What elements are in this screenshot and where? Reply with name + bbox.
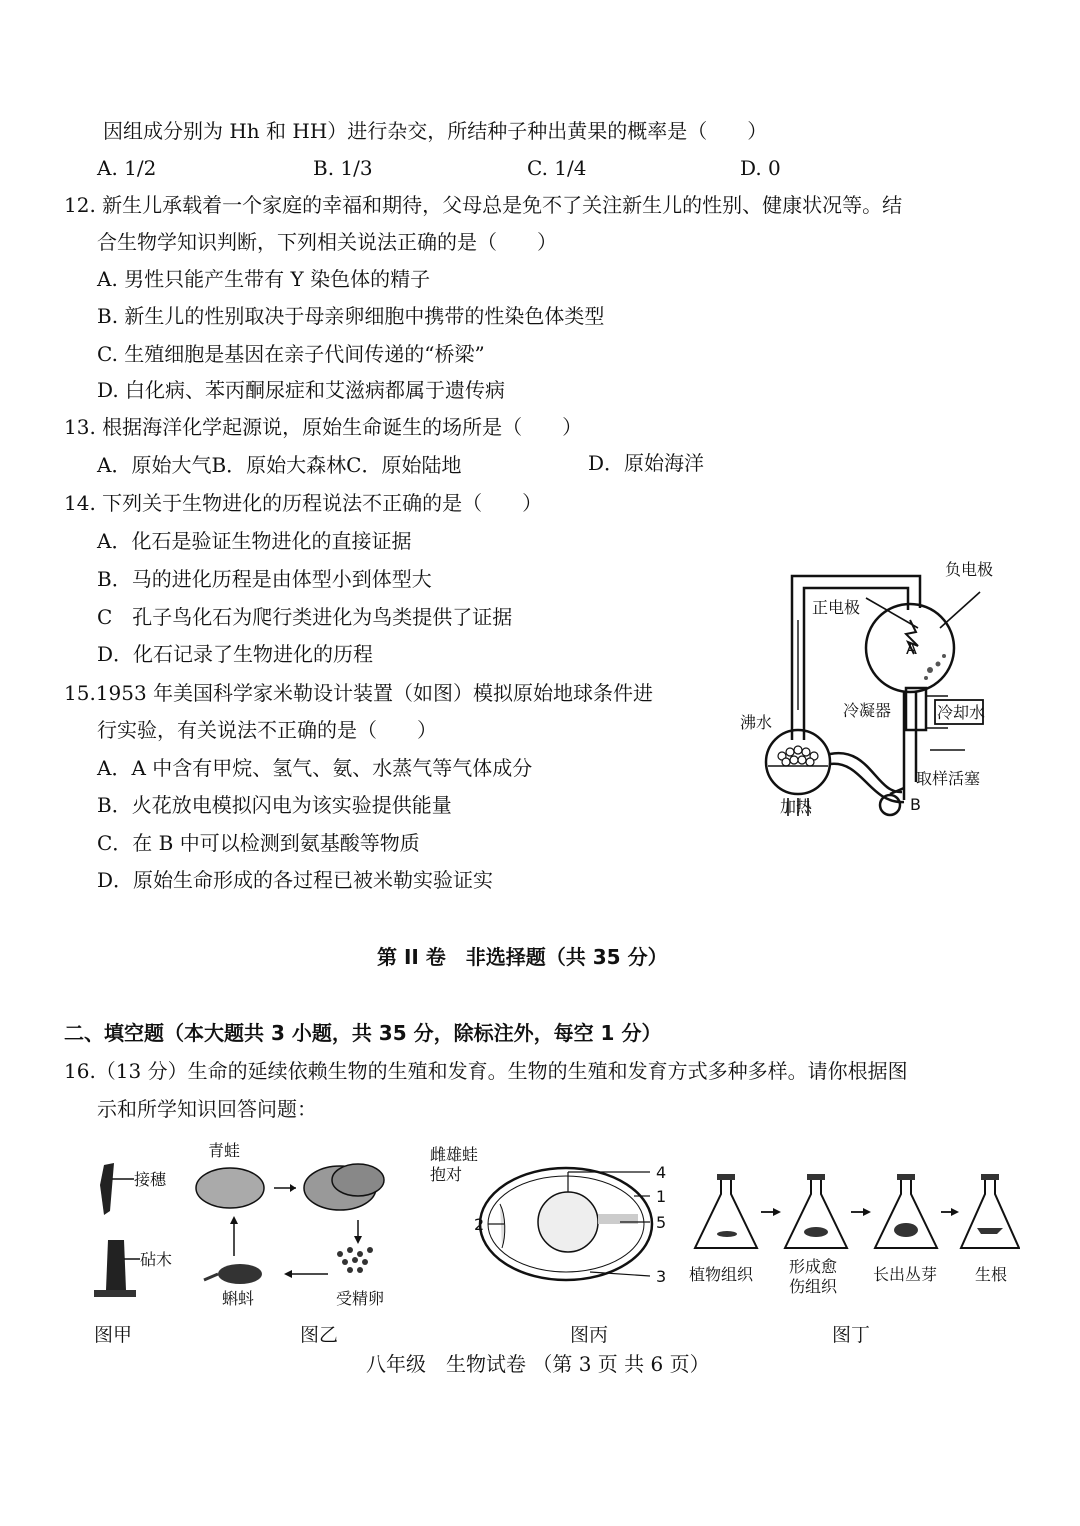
figure-yi-caption: 图乙 (300, 1324, 339, 1346)
egg-part-5-label: 5 (656, 1213, 667, 1232)
egg-part-1-label: 1 (656, 1187, 667, 1206)
q12-stem-line2: 合生物学知识判断，下列相关说法正确的是（ ） (97, 230, 557, 254)
stage-shoots-label: 长出丛芽 (873, 1265, 938, 1284)
q11-option-d: D. 0 (740, 156, 781, 180)
q12-option-d: D. 白化病、苯丙酮尿症和艾滋病都属于遗传病 (97, 378, 506, 402)
sample-valve-label: 取样活塞 (916, 769, 981, 788)
heat-label: 加热 (780, 797, 813, 816)
flask-a-label: A (906, 639, 917, 658)
fertilized-egg-label: 受精卵 (336, 1289, 385, 1308)
figure-jia-caption: 图甲 (94, 1324, 133, 1346)
part-2-title: 二、填空题（本大题共 3 小题，共 35 分，除标注外，每空 1 分） (64, 1021, 662, 1045)
figure-jia-grafting (70, 1155, 180, 1305)
q16-stem-line2: 示和所学知识回答问题： (97, 1097, 317, 1121)
q14-option-d: D．化石记录了生物进化的历程 (97, 642, 374, 666)
egg-part-4-label: 4 (656, 1163, 667, 1182)
section-2-title: 第 II 卷 非选择题（共 35 分） (377, 945, 668, 969)
egg-part-3-label: 3 (656, 1267, 667, 1286)
scion-label: 接穗 (134, 1170, 167, 1189)
egg-part-2-label: 2 (474, 1215, 485, 1234)
q15-option-c: C．在 B 中可以检测到氨基酸等物质 (97, 831, 420, 855)
q15-option-d: D．原始生命形成的各过程已被米勒实验证实 (97, 868, 494, 892)
q13-options-abc: A．原始大气B．原始大森林C．原始陆地 (97, 453, 462, 477)
figure-bing-caption: 图丙 (570, 1324, 609, 1346)
q16-stem: 16.（13 分）生命的延续依赖生物的生殖和发育。生物的生殖和发育方式多种多样。请你根据图 (64, 1059, 908, 1083)
q12-option-b: B. 新生儿的性别取决于母亲卵细胞中携带的性染色体类型 (97, 304, 605, 328)
q13-stem: 13. 根据海洋化学起源说，原始生命诞生的场所是（ ） (64, 415, 583, 439)
stock-label: 砧木 (140, 1250, 173, 1269)
q12-stem: 12. 新生儿承载着一个家庭的幸福和期待，父母总是免不了关注新生儿的性别、健康状况等。结 (64, 193, 903, 217)
figure-bing-egg-structure (470, 1160, 690, 1290)
q14-option-c: C 孔子鸟化石为爬行类进化为鸟类提供了证据 (97, 605, 513, 629)
frog-label: 青蛙 (208, 1141, 241, 1160)
q15-stem: 15.1953 年美国科学家米勒设计装置（如图）模拟原始地球条件进 (64, 681, 654, 705)
flask-b-label: B (910, 795, 921, 814)
q15-stem-line2: 行实验，有关说法不正确的是（ ） (97, 718, 437, 742)
amplexus-label-line2: 抱对 (430, 1165, 463, 1184)
q15-option-b: B．火花放电模拟闪电为该实验提供能量 (97, 793, 452, 817)
q11-option-c: C. 1/4 (527, 156, 587, 180)
condenser-label: 冷凝器 (843, 701, 892, 720)
q11-option-b: B. 1/3 (313, 156, 373, 180)
q14-stem: 14. 下列关于生物进化的历程说法不正确的是（ ） (64, 491, 543, 515)
stage-callus-label-line2: 伤组织 (789, 1277, 838, 1296)
q15-option-a: A．A 中含有甲烷、氢气、氨、水蒸气等气体成分 (97, 756, 533, 780)
q11-stem-continuation: 因组成分别为 Hh 和 HH）进行杂交，所结种子种出黄果的概率是（ ） (103, 119, 768, 143)
amplexus-label-line1: 雌雄蛙 (430, 1145, 479, 1164)
stage-roots-label: 生根 (975, 1265, 1008, 1284)
figure-ding-tissue-culture (685, 1172, 1020, 1302)
cooling-water-label: 冷却水 (937, 703, 986, 722)
tadpole-label: 蝌蚪 (222, 1289, 255, 1308)
q13-option-d: D．原始海洋 (588, 451, 705, 475)
figure-yi-frog-lifecycle (190, 1140, 490, 1320)
q12-option-a: A. 男性只能产生带有 Y 染色体的精子 (97, 267, 431, 291)
q12-option-c: C. 生殖细胞是基因在亲子代间传递的“桥梁” (97, 342, 485, 366)
figure-ding-caption: 图丁 (832, 1324, 871, 1346)
pos-electrode-label: 正电极 (812, 598, 861, 617)
page-footer: 八年级 生物试卷 （第 3 页 共 6 页） (366, 1352, 710, 1376)
stage-plant-tissue-label: 植物组织 (689, 1265, 754, 1284)
q14-option-a: A．化石是验证生物进化的直接证据 (97, 529, 412, 553)
q14-option-b: B．马的进化历程是由体型小到体型大 (97, 567, 432, 591)
boiling-water-label: 沸水 (740, 713, 773, 732)
stage-callus-label-line1: 形成愈 (789, 1257, 838, 1276)
q11-option-a: A. 1/2 (97, 156, 157, 180)
miller-apparatus-figure (730, 550, 1030, 825)
neg-electrode-label: 负电极 (945, 560, 994, 579)
